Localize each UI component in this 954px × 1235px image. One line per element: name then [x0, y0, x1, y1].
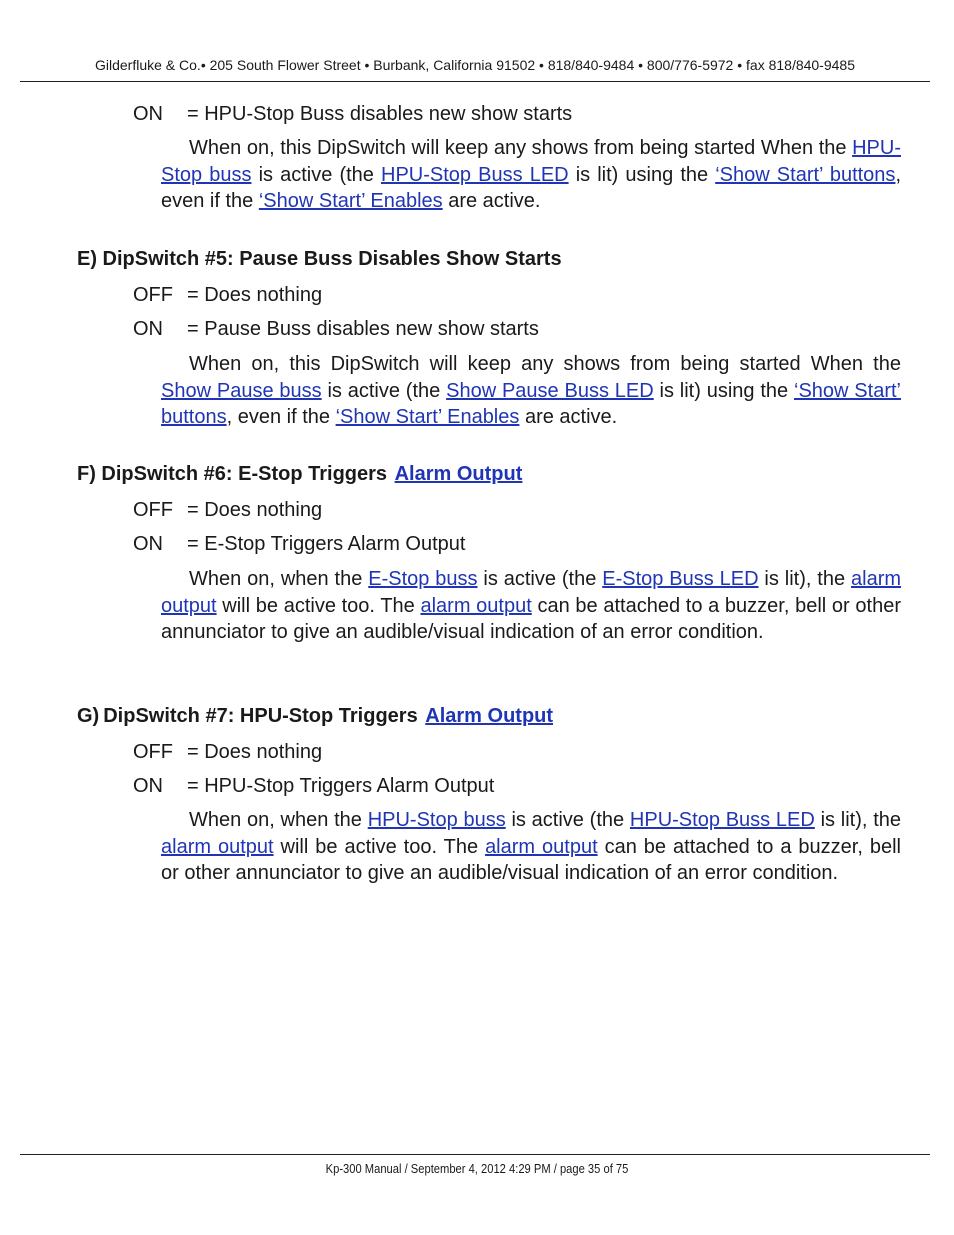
link-alarm-output[interactable]: Alarm Output [394, 463, 523, 485]
text: are active. [442, 190, 541, 212]
link-show-start-buttons[interactable]: ‘Show Start’ buttons [161, 379, 901, 428]
option-text: = Does nothing [187, 499, 323, 521]
description-e [161, 351, 901, 431]
link-show-pause-buss[interactable]: Show Pause buss [161, 379, 322, 402]
link-alarm-output[interactable]: alarm output [161, 568, 902, 617]
heading-dipswitch-7 [77, 704, 553, 728]
option-text: = Does nothing [187, 741, 323, 763]
option-text: = HPU-Stop Triggers Alarm Output [187, 775, 495, 797]
option-key: ON [133, 103, 163, 125]
link-e-stop-buss[interactable]: E-Stop buss [368, 568, 478, 590]
link-show-pause-buss-led[interactable]: Show Pause Buss LED [446, 379, 654, 402]
heading-text: G) DipSwitch #7: HPU-Stop Triggers [77, 705, 418, 727]
link-alarm-output[interactable]: alarm output [485, 835, 598, 858]
option-key: OFF [133, 741, 173, 763]
text: When on, this DipSwitch will keep any shows from being started When the [189, 137, 853, 159]
option-off-e [133, 283, 322, 307]
option-text: = HPU-Stop Buss disables new show starts [187, 103, 573, 125]
option-key: ON [133, 775, 163, 797]
option-on-e [133, 317, 539, 341]
text: , even if the [226, 406, 336, 428]
text: can be attached to a buzzer, bell or other annunciator to give an audible/visual indication of an error condition. [161, 594, 901, 643]
text: is lit), the [814, 809, 902, 831]
text: is active (the [505, 809, 630, 831]
option-key: OFF [133, 284, 173, 306]
text: is active (the [251, 163, 382, 186]
option-text: = Pause Buss disables new show starts [187, 318, 539, 340]
text: When on, this DipSwitch will keep any shows from being started When the [189, 353, 901, 375]
option-key: OFF [133, 499, 173, 521]
description-g [161, 807, 901, 887]
option-off-f [133, 498, 322, 522]
link-show-start-enables[interactable]: ‘Show Start’ Enables [258, 190, 443, 212]
text: is lit) using the [568, 163, 716, 186]
text: When on, when the [189, 568, 369, 590]
text: is active (the [477, 568, 603, 590]
option-on-d [133, 102, 572, 126]
text: will be active too. The [216, 594, 421, 617]
option-on-f [133, 532, 465, 556]
header-rule [20, 81, 930, 82]
link-hpu-stop-buss-led[interactable]: HPU-Stop Buss LED [629, 809, 815, 831]
link-alarm-output[interactable]: Alarm Output [425, 705, 554, 727]
description-d [161, 135, 901, 215]
heading-dipswitch-6 [77, 462, 522, 486]
page-header: Gilderfluke & Co.• 205 South Flower Street • Burbank, California 91502 • 818/840-9484 • 800/776-5972 • fax 818/840-9485 [95, 57, 855, 73]
footer-rule [20, 1154, 930, 1155]
heading-dipswitch-5: E) DipSwitch #5: Pause Buss Disables Show Starts [77, 248, 562, 270]
link-hpu-stop-buss-led[interactable]: HPU-Stop Buss LED [381, 163, 569, 186]
heading-text: F) DipSwitch #6: E-Stop Triggers [77, 463, 388, 485]
text: When on, when the [189, 809, 368, 831]
text: is active (the [321, 379, 447, 402]
text: is lit), the [758, 568, 851, 590]
link-show-start-enables[interactable]: ‘Show Start’ Enables [335, 406, 520, 428]
page-footer: Kp-300 Manual / September 4, 2012 4:29 PM / page 35 of 75 [325, 1161, 629, 1176]
text: will be active too. The [273, 835, 486, 858]
option-off-g [133, 740, 322, 764]
option-on-g [133, 774, 494, 798]
link-e-stop-buss-led[interactable]: E-Stop Buss LED [602, 568, 759, 590]
option-key: ON [133, 318, 163, 340]
link-hpu-stop-buss[interactable]: HPU-Stop buss [367, 809, 506, 831]
link-show-start-buttons[interactable]: ‘Show Start’ buttons [715, 163, 896, 186]
text: , even if the [161, 163, 901, 212]
text: can be attached to a buzzer, bell or other annunciator to give an audible/visual indication of an error condition. [161, 835, 901, 884]
link-alarm-output[interactable]: alarm output [161, 835, 274, 858]
text: is lit) using the [653, 379, 794, 402]
description-f [161, 566, 901, 646]
option-text: = E-Stop Triggers Alarm Output [187, 533, 466, 555]
option-key: ON [133, 533, 163, 555]
text: are active. [519, 406, 618, 428]
link-hpu-stop-buss[interactable]: HPU-Stop buss [161, 137, 901, 186]
link-alarm-output[interactable]: alarm output [420, 594, 532, 617]
option-text: = Does nothing [187, 284, 323, 306]
